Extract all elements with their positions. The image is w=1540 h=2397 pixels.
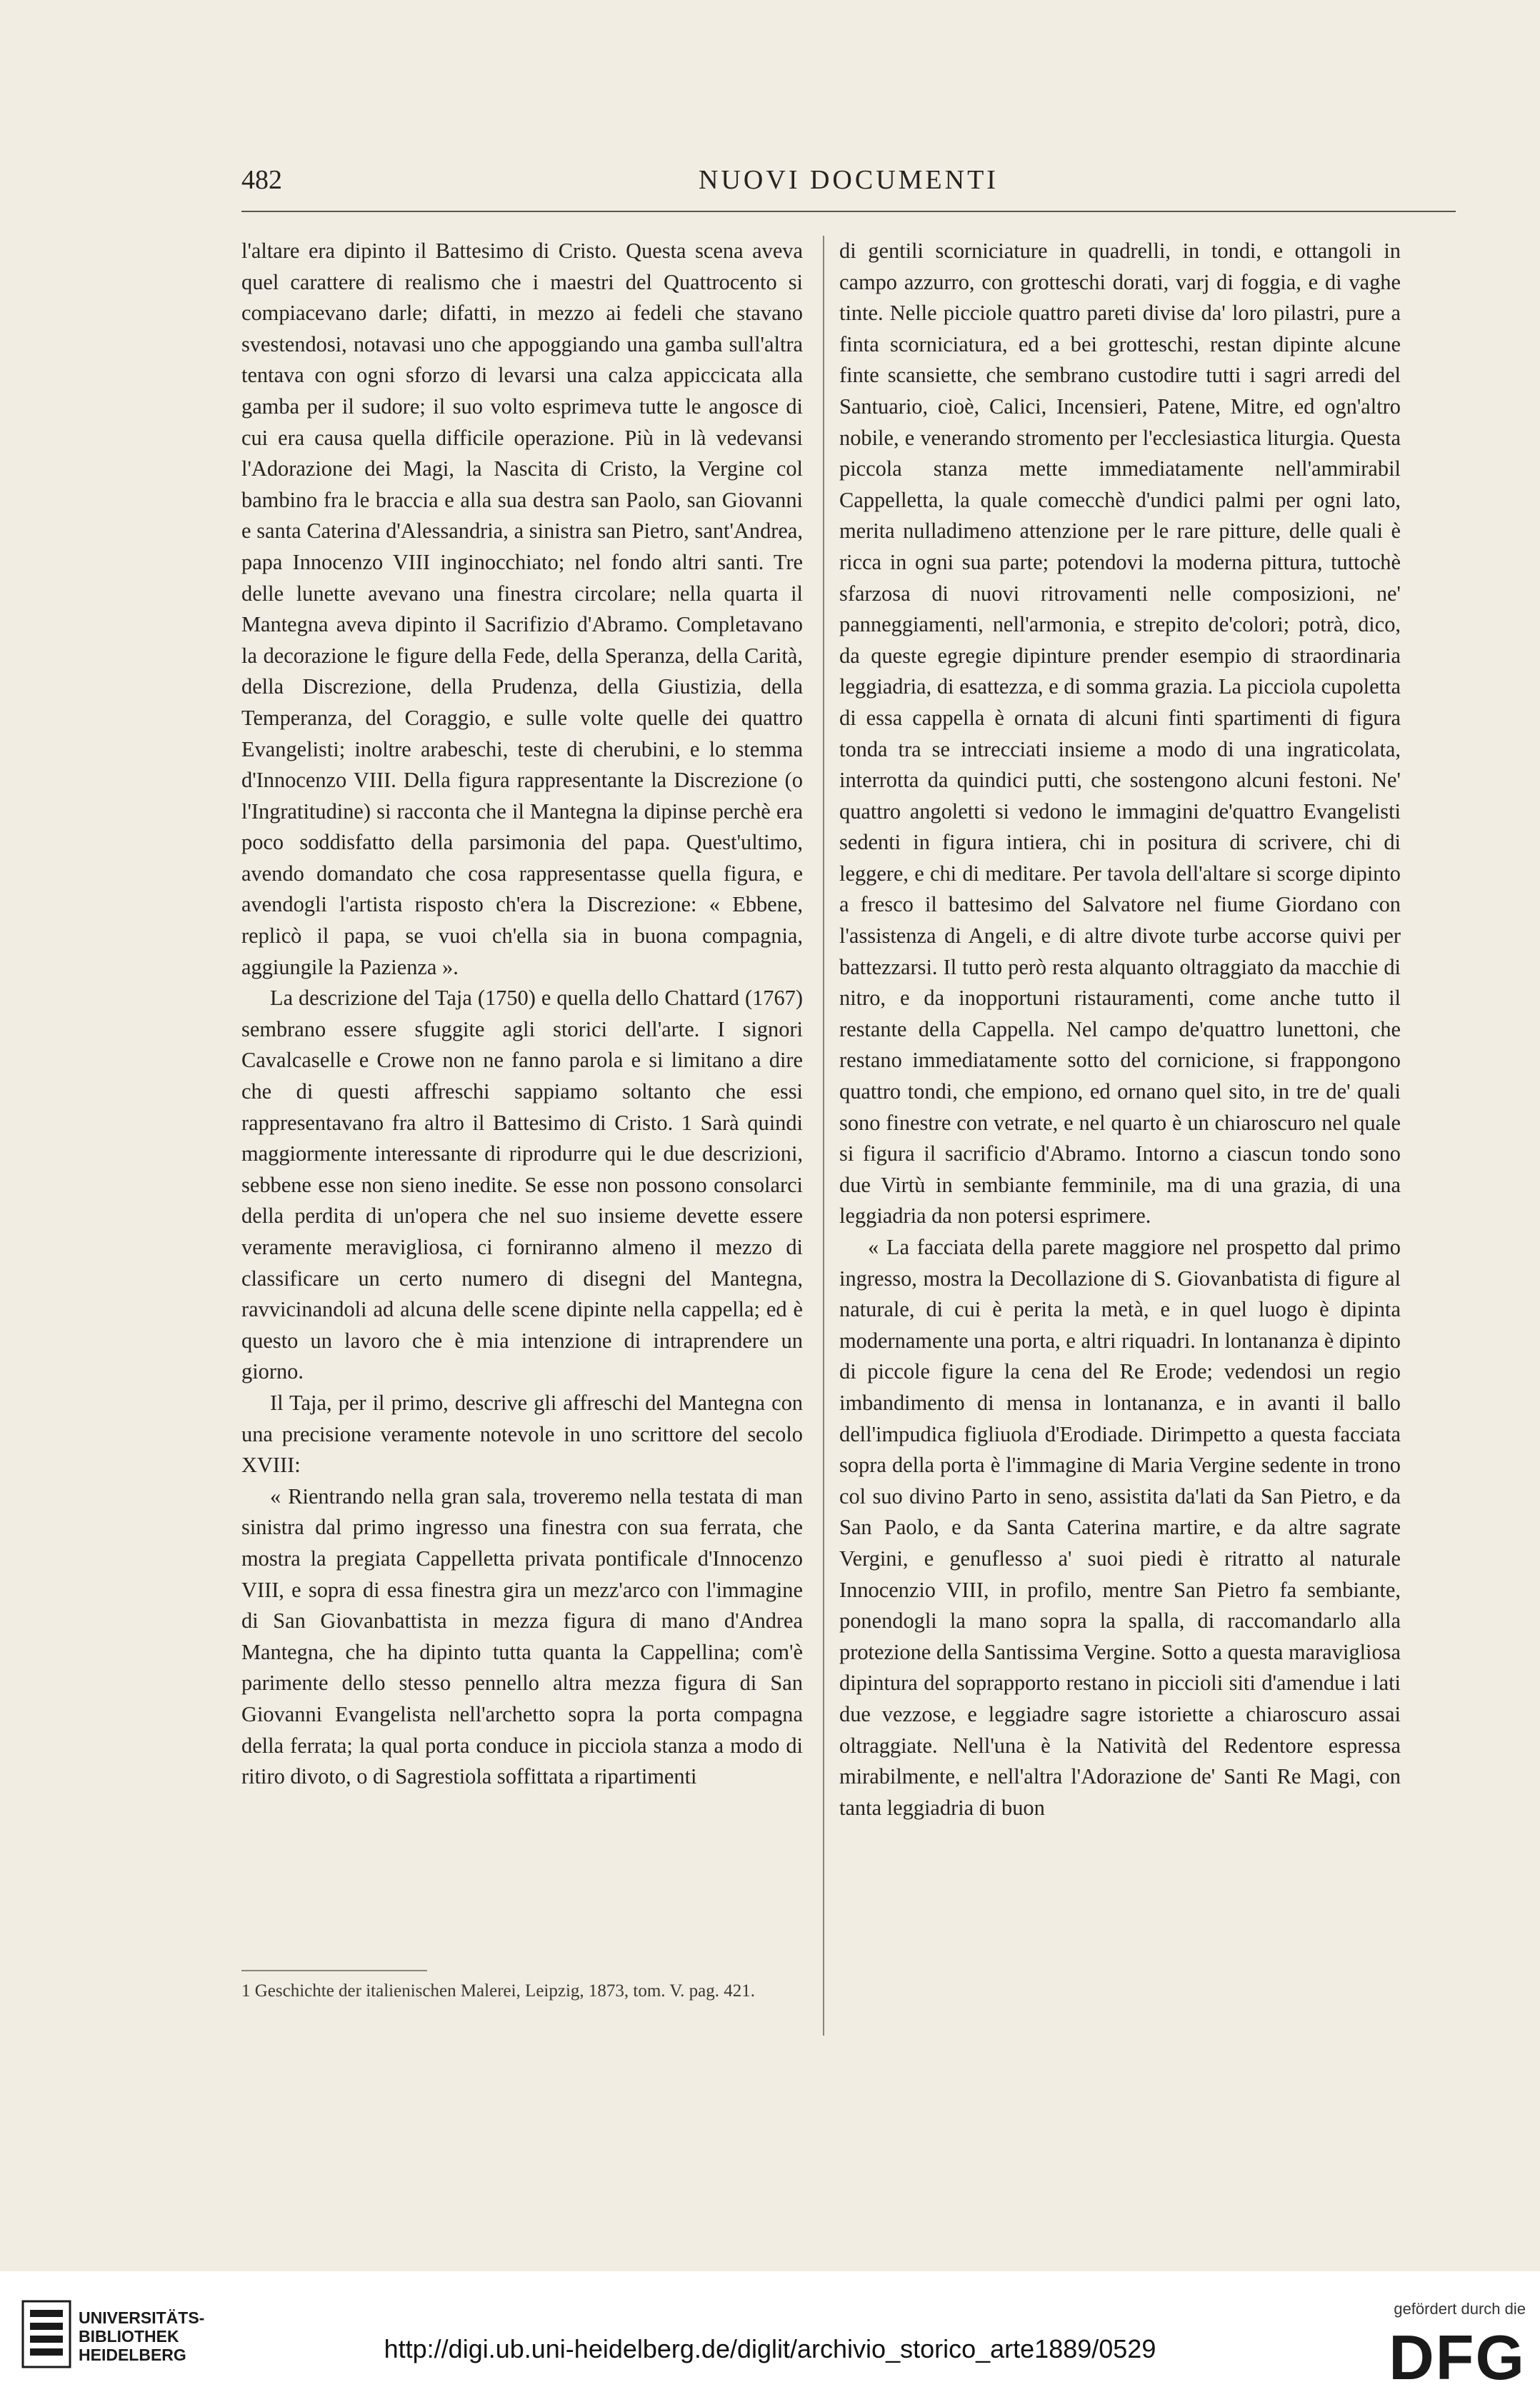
right-paragraph-2: « La facciata della parete maggiore nel prospetto dal primo ingresso, mostra la Decollazione di S. Giovanbatista di figure al naturale, di cui è perita la metà, e in quel luogo è dipinta modernamente una porta, e altri riquadri. In lontananza è dipinto di piccole figure la cena del Re Erode; vedendosi un regio imbandimento di mensa in lontananza, e in avanti il ballo dell'impudica figliuola d'Erodiade. Dirimpetto a questa facciata sopra della porta è l'immagine di Maria Vergine sedente in trono col suo divino Parto in seno, assistita da'lati da San Pietro, e da San Paolo, e da Santa Caterina martire, e da altre sagrate Vergini, e genuflesso a' suoi piedi è ritratto al naturale Innocenzio VIII, in profilo, mentre San Pietro fa sembiante, ponendogli la mano sopra la spalla, di raccomandarlo alla protezione della Santissima Vergine. Sotto a questa maravigliosa dipintura del soprapporto restano in piccioli siti d'amendue i lati due vezzose, e leggiadre sagre istoriette a chiaroscuro assai oltraggiate. Nell'una è la Natività del Redentore espressa mirabilmente, e nell'altra l'Adorazione de' Santi Re Magi, con tanta leggiadria di buon [839, 1235, 1401, 1820]
dfg-logo: DFG [1389, 2322, 1526, 2393]
source-url-link[interactable]: http://digi.ub.uni-heidelberg.de/diglit/archivio_storico_arte1889/0529 [384, 2334, 1156, 2363]
header-rule [241, 211, 1456, 212]
library-name-line-2: BIBLIOTHEK [79, 2327, 179, 2346]
left-paragraph-3: Il Taja, per il primo, descrive gli affreschi del Mantegna con una precisione veramente notevole in uno scrittore del secolo XVIII: [241, 1390, 803, 1478]
funded-by-label: gefördert durch die [1394, 2300, 1526, 2318]
page-number: 482 [241, 165, 282, 195]
footnote-rule [241, 1970, 427, 1971]
library-name-line-1: UNIVERSITÄTS- [79, 2308, 205, 2327]
left-column [241, 236, 803, 1793]
digitization-footer [0, 2271, 1540, 2397]
left-paragraph-4: « Rientrando nella gran sala, troveremo nella testata di man sinistra dal primo ingresso una finestra con sua ferrata, che mostra la pregiata Cappelletta privata pontificale d'Innocenzo VIII, e sopra di essa finestra gira un mezz'arco con l'immagine di San Giovanbattista in mezza figura di mano d'Andrea Mantegna, che ha dipinto tutta quanta la Cappellina; com'è parimente dello stesso pennello altra mezza figura di San Giovanni Evangelista nell'archetto sopra la porta compagna della ferrata; la qual porta conduce in picciola stanza a modo di ritiro divoto, o di Sagrestiola soffittata a ripartimenti [241, 1483, 803, 1789]
library-name-line-3: HEIDELBERG [79, 2346, 186, 2364]
page-header [241, 164, 1456, 207]
column-divider [823, 236, 824, 2036]
right-paragraph-1: di gentili scorniciature in quadrelli, in tondi, e ottangoli in campo azzurro, con grotteschi dorati, varj di foggia, e di vaghe tinte. Nelle picciole quattro pareti divise da' loro pilastri, pure a finta scorniciatura, ed a bei grotteschi, restan dipinte alcune finte scansiette, che sembrano custodire tutti i sagri arredi del Santuario, cioè, Calici, Incensieri, Patene, Mitre, ed ogn'altro nobile, e venerando stromento per l'ecclesiastica liturgia. Questa piccola stanza mette immediatamente nell'ammirabil Cappelletta, la quale comecchè d'undici palmi per ogni lato, merita nulladimeno attenzione per le rare pitture, delle quali è ricca in ogni sua parte; potendovi la moderna pittura, tuttochè sfarzosa di nuovi ritrovamenti nelle composizioni, ne' panneggiamenti, nell'armonia, e strepito de'colori; potrà, dico, da queste egregie dipinture prender esempio di straordinaria leggiadria, di esattezza, e di somma grazia. La picciola cupoletta di essa cappella è ornata di alcuni finti spartimenti di figura tonda tra se intrecciati insieme a modo di una ingraticolata, interrotta da quindici putti, che sostengono alcuni festoni. Ne' quattro angoletti si vedono le immagini de'quattro Evangelisti sedenti in figura intiera, chi in positura di scrivere, chi di leggere, e chi di meditare. Per tavola dell'altare si scorge dipinto a fresco il battesimo del Salvatore nel fiume Giordano con l'assistenza di Angeli, e di altre divote turbe accorse quivi per battezzarsi. Il tutto però resta alquanto oltraggiato da macchie di nitro, e da inopportuni ristauramenti, come anche tutto il restante della Cappella. Nel campo de'quattro lunettoni, che restano immediatamente sotto del cornicione, si frappongono quattro tondi, che empiono, ed ornano quel sito, in tre de' quali sono finestre con vetrate, e nel quarto è un chiaroscuro nel quale si figura il sacrificio d'Abramo. Intorno a ciascun tondo sono due Virtù in sembiante femminile, ma di una grazia, di una leggiadria da non potersi esprimere. [839, 239, 1401, 1228]
right-column [839, 236, 1401, 1823]
left-paragraph-2: La descrizione del Taja (1750) e quella dello Chattard (1767) sembrano essere sfuggite agli storici dell'arte. I signori Cavalcaselle e Crowe non ne fanno parola e si limitano a dire che di questi affreschi sappiamo soltanto che essi rappresentavano fra altro il Battesimo di Cristo. 1 Sarà quindi maggiormente interessante di riprodurre qui le due descrizioni, sebbene esse non sieno inedite. Se esse non possono consolarci della perdita di un'opera che nel suo insieme devette essere veramente meravigliosa, ci forniranno almeno il mezzo di classificare un certo numero di disegni del Mantegna, ravvicinandoli ad alcuna delle scene dipinte nella cappella; ed è questo un lavoro che è mia intenzione di intraprendere un giorno. [241, 986, 803, 1384]
running-title: NUOVI DOCUMENTI [699, 165, 999, 195]
left-paragraph-1: l'altare era dipinto il Battesimo di Cristo. Questa scena aveva quel carattere di realismo che i maestri del Quattrocento si compiacevano darle; difatti, in mezzo ai fedeli che stavano svestendosi, notavasi uno che appoggiando una gamba sull'altra tentava con ogni sforzo di levarsi una calza appiccicata alla gamba per il sudore; il suo volto esprimeva tutte le angosce di cui era causa quella difficile operazione. Più in là vedevansi l'Adorazione dei Magi, la Nascita di Cristo, la Vergine col bambino fra le braccia e alla sua destra san Paolo, san Giovanni e santa Caterina d'Alessandria, a sinistra san Pietro, sant'Andrea, papa Innocenzo VIII inginocchiato; nel fondo altri santi. Tre delle lunette avevano una finestra circolare; nella quarta il Mantegna aveva dipinto il Sacrifizio d'Abramo. Completavano la decorazione le figure della Fede, della Speranza, della Carità, della Discrezione, della Prudenza, della Giustizia, della Temperanza, del Coraggio, e sulle volte quelle dei quattro Evangelisti; inoltre arabeschi, teste di cherubini, e lo stemma d'Innocenzo VIII. Della figura rappresentante la Discrezione (o l'Ingratitudine) si racconta che il Mantegna la dipinse perchè era poco soddisfatto della parsimonia del papa. Quest'ultimo, avendo domandato che cosa rappresentasse quella figura, e avendogli l'artista risposto ch'era la Discrezione: « Ebbene, replicò il papa, se vuoi ch'ella sia in buona compagnia, aggiungile la Pazienza ». [241, 239, 803, 979]
footnote: 1 Geschichte der italienischen Malerei, Leipzig, 1873, tom. V. pag. 421. [241, 1981, 756, 2001]
